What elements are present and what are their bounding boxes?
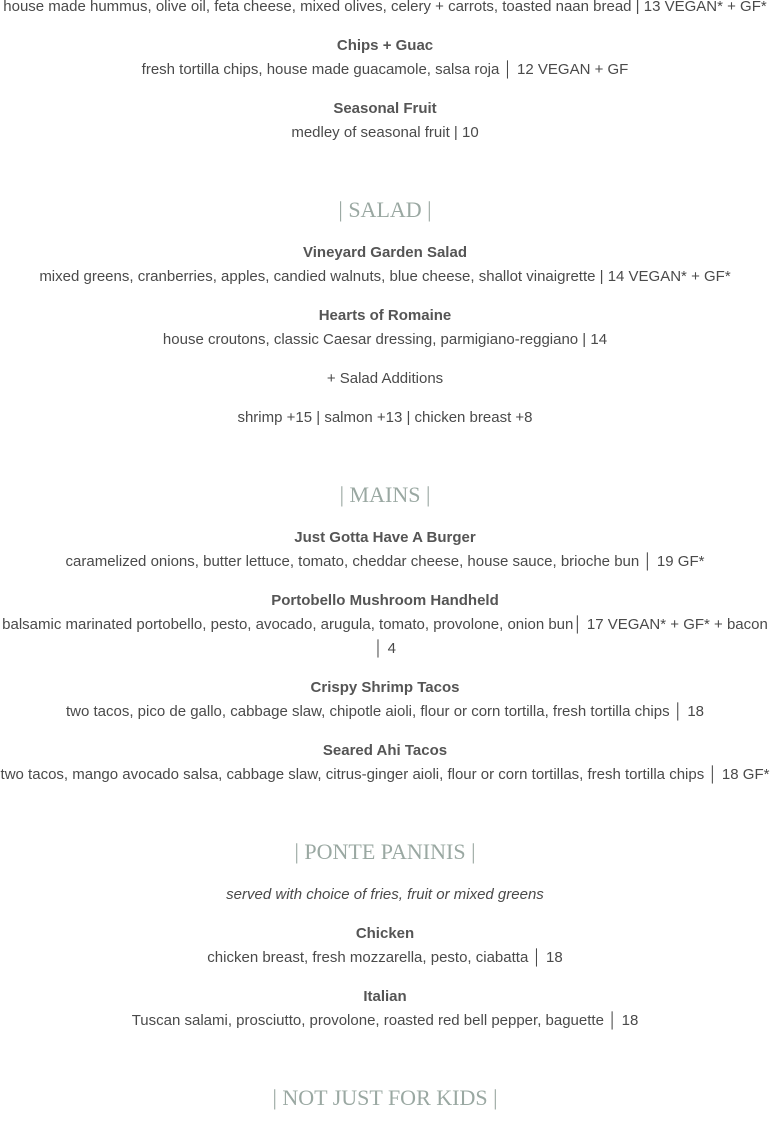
item-desc-italian-panini: Tuscan salami, prosciutto, provolone, roasted red bell pepper, baguette │ 18 — [131, 1012, 639, 1029]
item-desc-hearts-romaine: house croutons, classic Caesar dressing, parmigiano-reggiano | 14 — [162, 331, 608, 348]
item-desc-seasonal-fruit: medley of seasonal fruit | 10 — [291, 124, 479, 141]
item-desc-chicken-panini: chicken breast, fresh mozzarella, pesto, ciabatta │ 18 — [207, 949, 563, 966]
item-name-hearts-romaine: Hearts of Romaine — [318, 307, 452, 324]
section-title-paninis: | PONTE PANINIS | — [294, 839, 476, 864]
section-title-kids: | NOT JUST FOR KIDS | — [272, 1085, 498, 1110]
salad-additions-label: + Salad Additions — [326, 370, 444, 387]
salad-additions-list: shrimp +15 | salmon +13 | chicken breast +8 — [237, 409, 533, 426]
item-desc-vineyard-salad: mixed greens, cranberries, apples, candied walnuts, blue cheese, shallot vinaigrette | 14 VEGAN* + GF* — [39, 268, 731, 285]
item-name-vineyard-salad: Vineyard Garden Salad — [303, 244, 467, 261]
item-name-portobello: Portobello Mushroom Handheld — [271, 592, 499, 609]
item-name-chips-guac: Chips + Guac — [336, 37, 434, 54]
item-desc-portobello: balsamic marinated portobello, pesto, avocado, arugula, tomato, provolone, onion bun│ 17 VEGAN* + GF* + bacon │ 4 — [2, 616, 768, 657]
item-name-ahi-tacos: Seared Ahi Tacos — [322, 742, 448, 759]
item-name-italian-panini: Italian — [363, 988, 407, 1005]
hummus-description: house made hummus, olive oil, feta cheese, mixed olives, celery + carrots, toasted naan bread | 13 VEGAN* + GF* — [3, 0, 767, 15]
item-name-shrimp-tacos: Crispy Shrimp Tacos — [310, 679, 460, 696]
item-desc-shrimp-tacos: two tacos, pico de gallo, cabbage slaw, chipotle aioli, flour or corn tortilla, fresh tortilla chips │ 18 — [65, 703, 705, 720]
item-desc-burger: caramelized onions, butter lettuce, tomato, cheddar cheese, house sauce, brioche bun │ 19 GF* — [65, 553, 705, 570]
item-name-chicken-panini: Chicken — [355, 925, 415, 942]
item-name-burger: Just Gotta Have A Burger — [294, 529, 476, 546]
item-name-seasonal-fruit: Seasonal Fruit — [333, 100, 437, 117]
section-title-mains: | MAINS | — [339, 482, 431, 507]
item-desc-chips-guac: fresh tortilla chips, house made guacamole, salsa roja │ 12 VEGAN + GF — [141, 61, 629, 78]
item-desc-ahi-tacos: two tacos, mango avocado salsa, cabbage slaw, citrus-ginger aioli, flour or corn tortillas, fresh tortilla chips │ 18 GF* — [0, 766, 770, 783]
section-title-salad: | SALAD | — [338, 197, 432, 222]
paninis-note: served with choice of fries, fruit or mixed greens — [226, 886, 544, 903]
